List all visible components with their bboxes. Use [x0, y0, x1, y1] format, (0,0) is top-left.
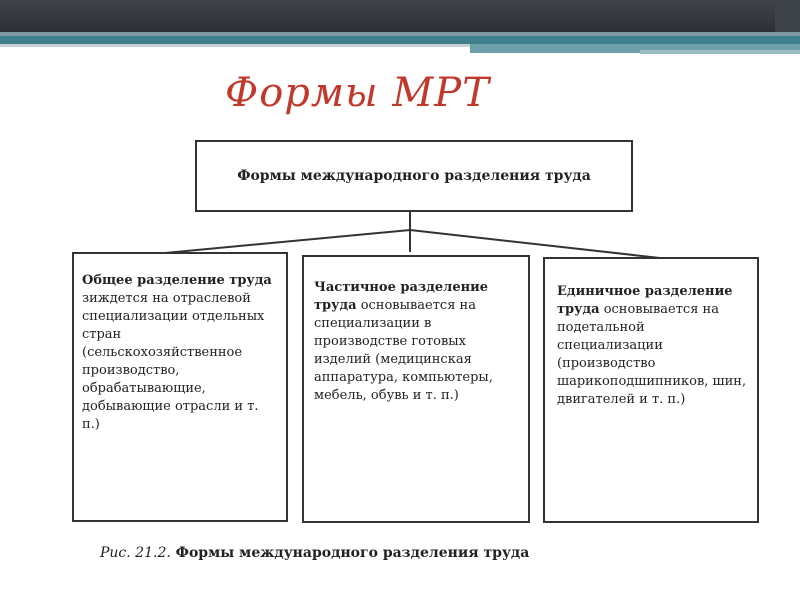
child-node-heading: Частичное разделение труда [314, 280, 489, 313]
child-node-single [543, 257, 759, 523]
child-node-heading: Единичное разделение труда [557, 284, 733, 317]
figure-caption-number: Рис. 21.2. [100, 545, 171, 561]
child-node-text: основывается на специализации в производстве готовых изделий (медицинская аппаратура, компьютеры, мебель, обувь и т. п.) [314, 298, 493, 403]
connector-to-left [165, 230, 410, 253]
child-node-heading: Общее разделение труда [82, 273, 272, 288]
root-node [195, 140, 633, 212]
child-node-text: основывается на подетальной специализации (производство шарикоподшипников, шин, двигателей и т. п.) [557, 302, 747, 407]
figure-caption [100, 545, 529, 561]
child-node-text: зиждется на отраслевой специализации отдельных стран (сельскохозяйственное производство, обрабатывающие, добывающие отрасли и т. п.) [82, 291, 265, 432]
child-node-partial [302, 255, 530, 523]
connector-to-right [410, 230, 660, 258]
slide-title: Формы МРТ [225, 70, 490, 116]
root-node-label: Формы международного разделения труда [237, 168, 591, 184]
figure-caption-text: Формы международного разделения труда [170, 545, 530, 561]
child-node-general [72, 252, 288, 522]
